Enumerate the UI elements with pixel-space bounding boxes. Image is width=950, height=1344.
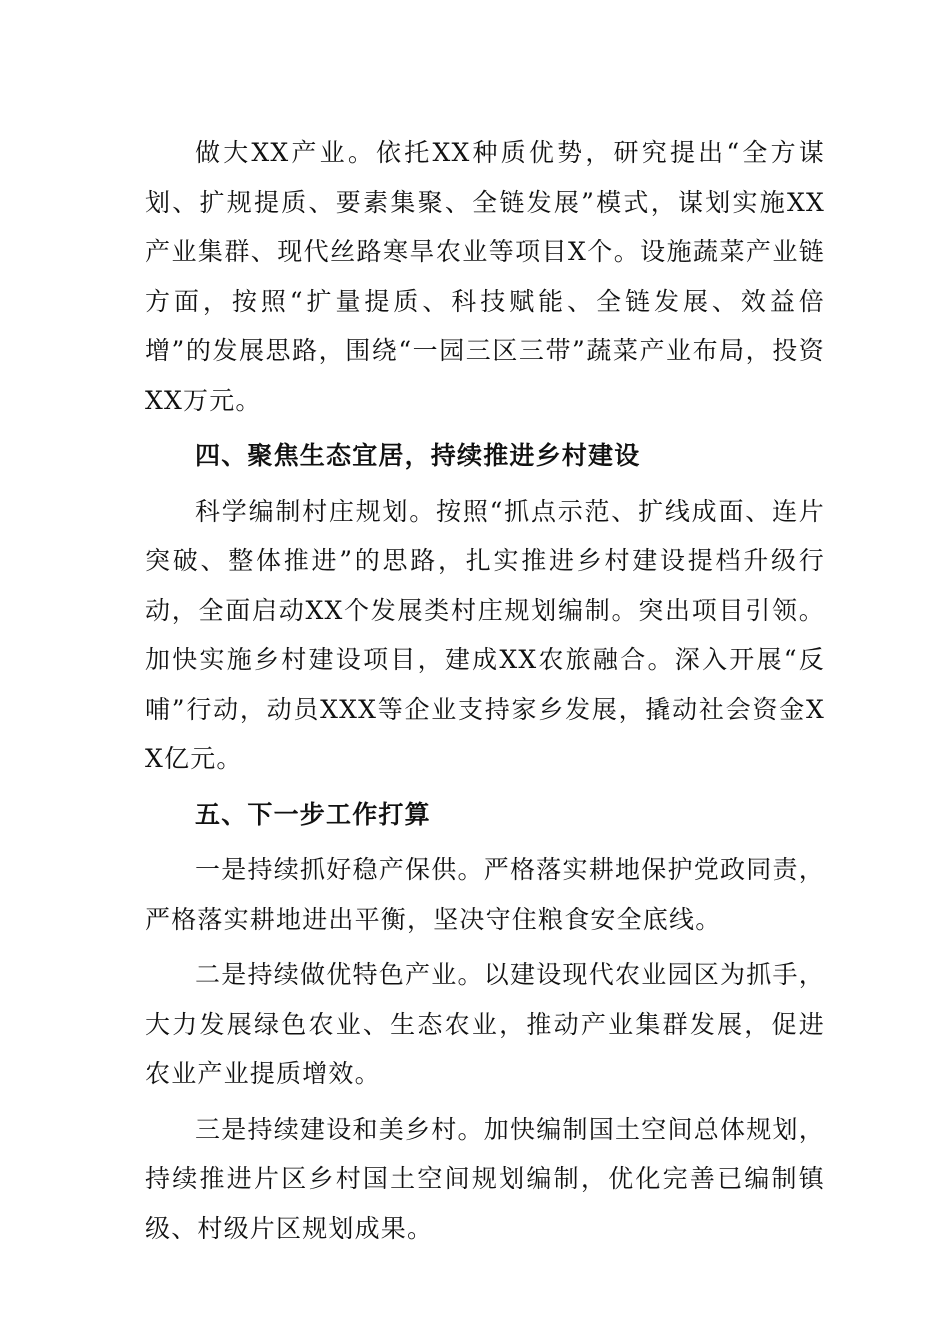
paragraph-village-planning: 科学编制村庄规划。按照“抓点示范、扩线成面、连片突破、整体推进”的思路，扎实推进乡村建设提档升级行动，全面启动XX个发展类村庄规划编制。突出项目引领。加快实施乡村建设项目，建成XX农旅融合。深入开展“反哺”行动，动员XXX等企业支持家乡发展，撬动社会资金XX亿元。 [145, 496, 825, 773]
paragraph-industry: 做大XX产业。依托XX种质优势，研究提出“全方谋划、扩规提质、要素集聚、全链发展”模式，谋划实施XX产业集群、现代丝路寒旱农业等项目X个。设施蔬菜产业链方面，按照“扩量提质、科技赋能、全链发展、效益倍增”的发展思路，围绕“一园三区三带”蔬菜产业布局，投资XX万元。 [145, 138, 825, 415]
paragraph-plan-1: 一是持续抓好稳产保供。严格落实耕地保护党政同责，严格落实耕地进出平衡，坚决守住粮食安全底线。 [145, 855, 825, 934]
section-heading-5: 五、下一步工作打算 [195, 799, 431, 829]
section-heading-4: 四、聚焦生态宜居，持续推进乡村建设 [195, 441, 641, 470]
paragraph-plan-3: 三是持续建设和美乡村。加快编制国土空间总体规划，持续推进片区乡村国土空间规划编制，优化完善已编制镇级、村级片区规划成果。 [145, 1114, 825, 1243]
document-body [145, 128, 825, 1259]
paragraph-plan-2: 二是持续做优特色产业。以建设现代农业园区为抓手，大力发展绿色农业、生态农业，推动产业集群发展，促进农业产业提质增效。 [145, 960, 825, 1088]
